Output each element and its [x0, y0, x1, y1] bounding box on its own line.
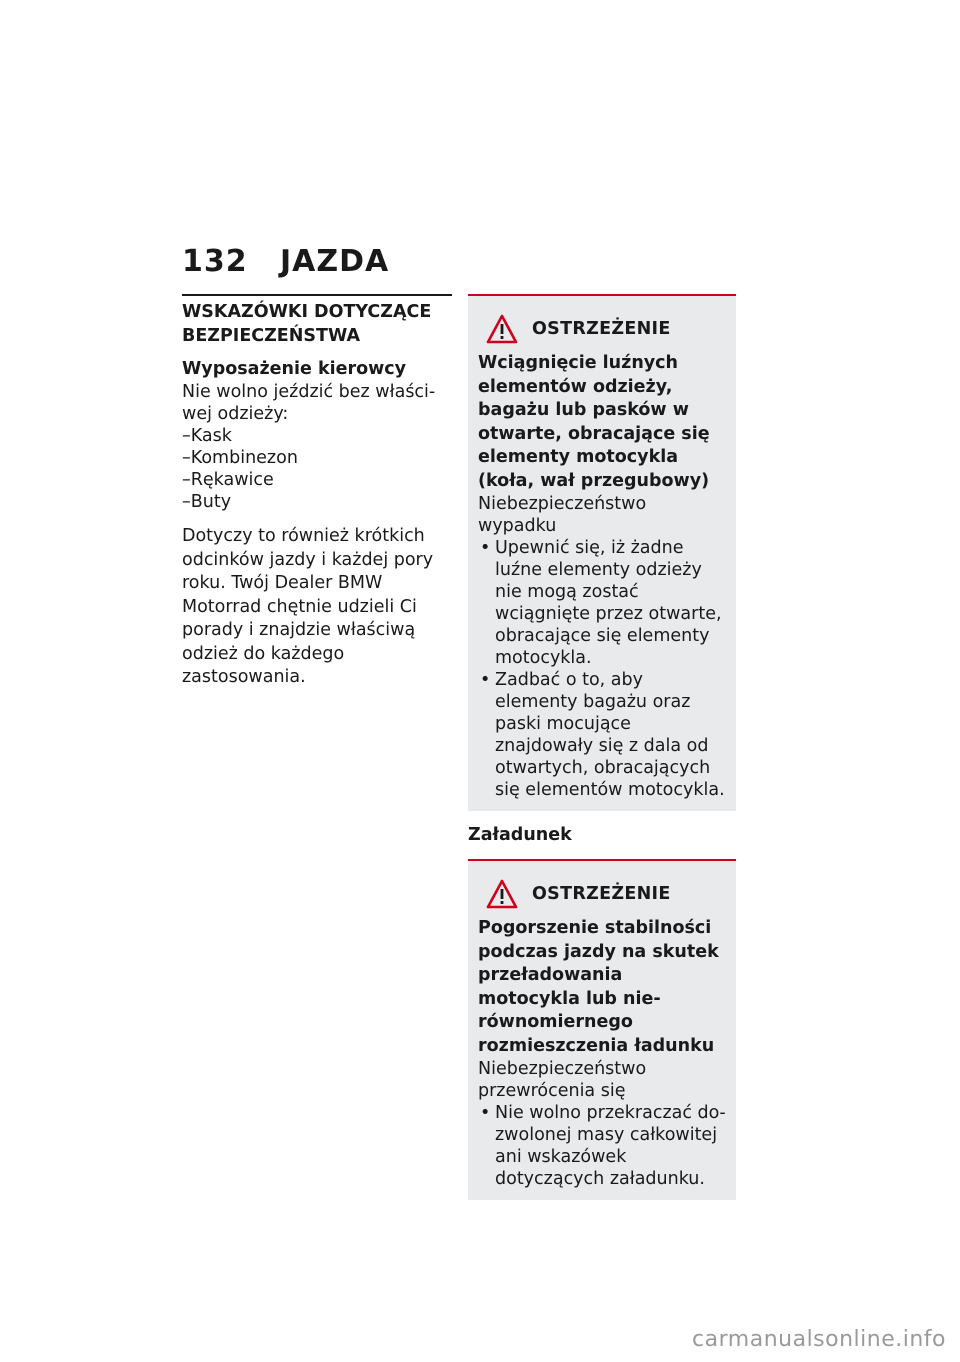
warning-box-loading [468, 859, 736, 1200]
list-item: – Kask [182, 425, 452, 447]
page-header [182, 244, 389, 279]
warning-subtitle: Niebezpieczeństwo przewrócenia się [478, 1059, 647, 1101]
warning-bullets [478, 1102, 726, 1190]
chapter-title: JAZDA [280, 244, 390, 279]
section-title-line1: WSKAZÓWKI DOTYCZĄCE [182, 302, 432, 322]
list-item: • Upewnić się, iż żadne luźne elementy odzieży nie mogą zostać wciągnięte przez otwarte, obracające się elementy motocykla. [478, 537, 726, 669]
left-column [182, 294, 452, 690]
warning-subtitle: Niebezpieczeństwo wypadku [478, 494, 647, 536]
warning-header [486, 879, 726, 909]
section-rule [182, 294, 452, 296]
page-number: 132 [182, 244, 248, 279]
warning-label: OSTRZEŻENIE [532, 884, 671, 904]
warning-triangle-icon [486, 879, 518, 909]
list-item: – Rękawice [182, 469, 452, 491]
gear-list [182, 425, 452, 513]
warning-box-clothing [468, 294, 736, 811]
list-item: – Buty [182, 491, 452, 513]
right-column [468, 294, 736, 1200]
list-item: • Zadbać o to, aby elementy bagażu oraz paski mocujące znajdowały się z dala od otwartych, obracających się elementów motocykla. [478, 669, 726, 801]
gear-paragraph: Dotyczy to również krótkich odcinków jazdy i każdej pory roku. Twój Dealer BMW Motorrad chętnie udzieli Ci porady i znajdzie właściwą odzież do każdego zastosowania. [182, 526, 434, 687]
warning-title: Pogorszenie stabilności podczas jazdy na skutek przeładowania motocykla lub nierównomiernego rozmieszczenia ładunku [478, 918, 719, 1056]
warning-header [486, 314, 726, 344]
watermark: carmanualsonline.info [692, 1327, 946, 1352]
warning-bullets [478, 537, 726, 801]
section-title-line2: BEZPIECZEŃSTWA [182, 326, 361, 346]
subheading-rider-gear: Wyposażenie kierowcy [182, 359, 407, 379]
loading-heading: Załadunek [468, 825, 572, 845]
intro-text: Nie wolno jeździć bez właściwej odzieży: [182, 382, 436, 424]
warning-triangle-icon [486, 314, 518, 344]
list-item: – Kombinezon [182, 447, 452, 469]
warning-title: Wciągnięcie luźnych elementów odzieży, bagażu lub pasków w otwarte, obracające się elementy motocykla (koła, wał przegubowy) [478, 353, 710, 491]
section-title [182, 300, 452, 348]
warning-label: OSTRZEŻENIE [532, 319, 671, 339]
list-item: • Nie wolno przekraczać dozwolonej masy całkowitej ani wskazówek dotyczących załadunku. [478, 1102, 726, 1190]
